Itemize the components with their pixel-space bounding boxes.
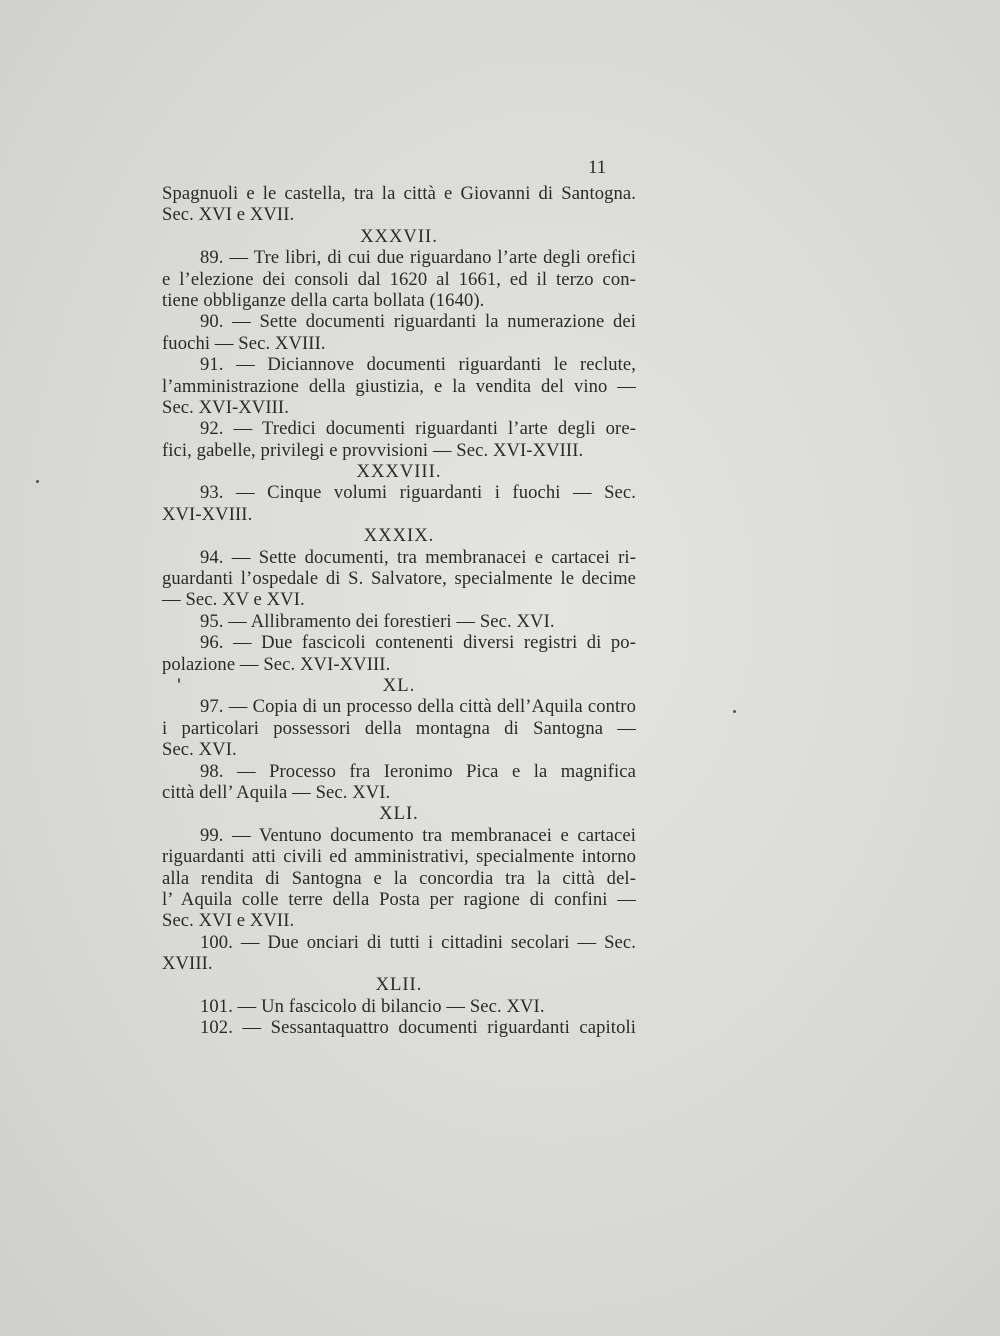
section-heading: XLII. (375, 974, 423, 996)
text-line: 100. — Due onciari di tutti i cittadini secolari — Sec. (200, 931, 636, 953)
section-heading: XLI. (379, 803, 419, 825)
text-line: 96. — Due fascicoli contenenti diversi registri di po- (200, 632, 636, 654)
inventory-text (162, 183, 636, 1039)
text-line: XVIII. (162, 953, 213, 975)
section-heading: XXXIX. (363, 525, 435, 547)
text-line: Sec. XVI-XVIII. (162, 396, 289, 418)
text-line: polazione — Sec. XVI-XVIII. (162, 653, 391, 675)
text-line: 89. — Tre libri, di cui due riguardano l’arte degli orefici (200, 247, 636, 269)
section-heading: XL. (382, 674, 416, 696)
text-line: e l’elezione dei consoli dal 1620 al 1661, ed il terzo con- (162, 268, 636, 290)
text-line: 94. — Sette documenti, tra membranacei e cartacei ri- (200, 546, 636, 568)
text-line: 102. — Sessantaquattro documenti riguardanti capitoli (200, 1017, 636, 1039)
text-line: riguardanti atti civili ed amministrativi, specialmente intorno (162, 846, 636, 868)
section-heading: XXXVII. (360, 225, 438, 247)
text-line: — Sec. XV e XVI. (162, 589, 305, 611)
text-line: l’amministrazione della giustizia, e la vendita del vino — (162, 375, 636, 397)
paper-speck (733, 710, 736, 713)
section-heading: XXXVIII. (356, 461, 442, 483)
text-line: alla rendita di Santogna e la concordia tra la città del- (162, 867, 636, 889)
paper-speck (36, 480, 39, 483)
text-line: XVI-XVIII. (162, 503, 253, 525)
text-line: 99. — Ventuno documento tra membranacei e cartacei (200, 824, 636, 846)
text-line: Spagnuoli e le castella, tra la città e Giovanni di Santogna. (162, 183, 636, 204)
page-number: 11 (588, 157, 607, 178)
text-line: l’ Aquila colle terre della Posta per ragione di confini — (162, 888, 636, 910)
text-line: 95. — Allibramento dei forestieri — Sec. XVI. (200, 610, 555, 632)
text-line: 93. — Cinque volumi riguardanti i fuochi — Sec. (200, 482, 636, 504)
text-line: guardanti l’ospedale di S. Salvatore, specialmente le decime (162, 568, 636, 590)
text-line: Sec. XVI. (162, 739, 237, 761)
text-line: fici, gabelle, privilegi e provvisioni — Sec. XVI-XVIII. (162, 439, 584, 461)
paper-speck (178, 678, 180, 683)
text-line: 92. — Tredici documenti riguardanti l’arte degli ore- (200, 418, 636, 440)
text-line: 97. — Copia di un processo della città dell’Aquila contro (200, 696, 636, 718)
text-line: 101. — Un fascicolo di bilancio — Sec. XVI. (200, 995, 545, 1017)
text-line: Sec. XVI e XVII. (162, 204, 295, 226)
text-line: 90. — Sette documenti riguardanti la numerazione dei (200, 311, 636, 333)
text-line: città dell’ Aquila — Sec. XVI. (162, 781, 391, 803)
text-line: 98. — Processo fra Ieronimo Pica e la magnifica (200, 760, 636, 782)
text-line: fuochi — Sec. XVIII. (162, 332, 326, 354)
text-line: 91. — Diciannove documenti riguardanti le reclute, (200, 354, 636, 376)
text-line: tiene obbliganze della carta bollata (1640). (162, 289, 485, 311)
text-line: Sec. XVI e XVII. (162, 910, 295, 932)
text-line: i particolari possessori della montagna di Santogna — (162, 717, 636, 739)
